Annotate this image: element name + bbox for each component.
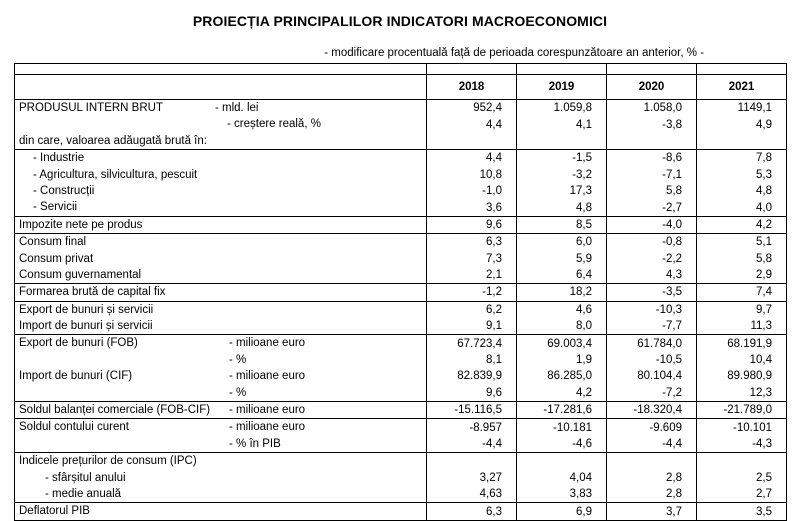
value-cell-2019: 6,4 [517, 267, 607, 284]
row-label-cell [15, 352, 427, 368]
value-cell-2019: 6,0 [517, 234, 607, 251]
table-row [15, 318, 787, 335]
row-label: Import de bunuri (CIF) [19, 370, 133, 383]
table-row [15, 385, 787, 402]
value-cell-2020: 2,8 [607, 470, 697, 486]
column-header-2019: 2019 [517, 75, 607, 100]
value-cell-2020: 61.784,0 [607, 335, 697, 352]
table-row [15, 167, 787, 183]
value-cell-2018: 4,4 [427, 150, 517, 167]
value-cell-2018: 6,3 [427, 234, 517, 251]
table-row [15, 216, 787, 233]
row-label: PRODUSUL INTERN BRUT [19, 102, 163, 114]
value-cell-2021: 4,0 [697, 199, 787, 216]
row-label-cell [15, 470, 427, 486]
value-cell-2019: 8,5 [517, 216, 607, 233]
table-row [15, 419, 787, 436]
value-cell-2020: -2,7 [607, 199, 697, 216]
table-row [15, 150, 787, 167]
value-cell-2019: -10.181 [517, 419, 607, 436]
row-label-cell [15, 368, 427, 384]
value-cell-2021: 12,3 [697, 385, 787, 402]
row-label-cell [15, 234, 427, 251]
row-label: Consum guvernamental [19, 268, 142, 281]
value-cell-2020: 2,8 [607, 486, 697, 503]
value-cell-2020: -4,0 [607, 216, 697, 233]
row-label: - Servicii [33, 201, 78, 214]
table-row [15, 486, 787, 503]
row-label: Formarea brută de capital fix [19, 286, 166, 299]
table-subtitle: - modificare procentuală față de perioada corespunzătoare an anterior, % - [324, 47, 704, 59]
value-cell-2021: -21.789,0 [697, 402, 787, 419]
value-cell-2020 [607, 133, 697, 150]
row-label: din care, valoarea adăugată brută în: [19, 134, 207, 147]
row-unit: - milioane euro [229, 404, 306, 417]
row-unit: - % în PIB [229, 437, 281, 450]
value-cell-2021: 5,1 [697, 234, 787, 251]
value-cell-2020: 1.058,0 [607, 100, 697, 117]
value-cell-2021: 68.191,9 [697, 335, 787, 352]
value-cell-2021: 4,8 [697, 183, 787, 199]
value-cell-2018: 6,3 [427, 503, 517, 520]
table-row [15, 183, 787, 199]
row-label: - Agricultura, silvicultura, pescuit [33, 168, 198, 181]
table-row [15, 402, 787, 419]
value-cell-2019: 8,0 [517, 318, 607, 335]
header-row [15, 75, 787, 100]
row-label-cell [15, 216, 427, 233]
value-cell-2018: 2,1 [427, 267, 517, 284]
table-row [15, 116, 787, 132]
row-label: Consum final [19, 236, 87, 249]
value-cell-2019: 4,04 [517, 470, 607, 486]
row-label: - Industrie [33, 152, 85, 165]
table-row [15, 436, 787, 453]
row-unit: - milioane euro [229, 337, 306, 350]
value-cell-2019: -4,6 [517, 436, 607, 453]
value-cell-2018: 9,6 [427, 216, 517, 233]
value-cell-2018: -15.116,5 [427, 402, 517, 419]
value-cell-2021: 10,4 [697, 352, 787, 368]
table-row [15, 368, 787, 384]
value-cell-2020: -7,7 [607, 318, 697, 335]
value-cell-2018: 7,3 [427, 251, 517, 267]
value-cell-2020: -4,4 [607, 436, 697, 453]
value-cell-2020: -3,8 [607, 116, 697, 132]
table-row [15, 251, 787, 267]
row-unit: - % [229, 386, 247, 399]
value-cell-2019 [517, 453, 607, 470]
row-label: - medie anuală [45, 487, 122, 500]
value-cell-2020: -8,6 [607, 150, 697, 167]
value-cell-2020: 4,3 [607, 267, 697, 284]
table-row [15, 503, 787, 520]
value-cell-2021: -10.101 [697, 419, 787, 436]
value-cell-2021: 11,3 [697, 318, 787, 335]
row-label-cell [15, 133, 427, 150]
value-cell-2018 [427, 133, 517, 150]
table-row [15, 301, 787, 318]
value-cell-2020: -9.609 [607, 419, 697, 436]
row-label: Soldul balanței comerciale (FOB-CIF) [19, 404, 211, 417]
row-label-cell [15, 183, 427, 199]
row-label-cell [15, 335, 427, 352]
value-cell-2021: 2,7 [697, 486, 787, 503]
row-label: Import de bunuri și servicii [19, 320, 153, 333]
row-label-cell [15, 385, 427, 402]
value-cell-2021: 4,9 [697, 116, 787, 132]
value-cell-2018: 4,63 [427, 486, 517, 503]
value-cell-2019: 4,8 [517, 199, 607, 216]
table-body [15, 100, 787, 521]
value-cell-2019: 4,6 [517, 301, 607, 318]
row-unit: - mld. lei [215, 102, 259, 114]
value-cell-2020: -7,2 [607, 385, 697, 402]
value-cell-2018: 952,4 [427, 100, 517, 117]
page-title: PROIECȚIA PRINCIPALILOR INDICATORI MACROECONOMICI [192, 13, 608, 29]
value-cell-2021: 1149,1 [697, 100, 787, 117]
row-label-cell [15, 284, 427, 301]
value-cell-2021: -4,3 [697, 436, 787, 453]
value-cell-2019: -1,5 [517, 150, 607, 167]
row-unit: - milioane euro [229, 421, 306, 434]
value-cell-2018: 3,27 [427, 470, 517, 486]
value-cell-2019: 17,3 [517, 183, 607, 199]
table-row [15, 133, 787, 150]
column-header-2018: 2018 [427, 75, 517, 100]
value-cell-2020 [607, 453, 697, 470]
value-cell-2018 [427, 453, 517, 470]
table-row [15, 284, 787, 301]
value-cell-2020: 80.104,4 [607, 368, 697, 384]
value-cell-2021: 2,9 [697, 267, 787, 284]
row-label: Impozite nete pe produs [19, 218, 143, 231]
value-cell-2018: -1,0 [427, 183, 517, 199]
value-cell-2020: -0,8 [607, 234, 697, 251]
row-label: - sfârșitul anului [45, 471, 126, 484]
row-label-cell [15, 486, 427, 503]
value-cell-2020: 5,8 [607, 183, 697, 199]
row-label: - Construcții [33, 184, 95, 197]
value-cell-2018: -8.957 [427, 419, 517, 436]
row-label-cell [15, 167, 427, 183]
row-label-cell [15, 267, 427, 284]
value-cell-2019: 69.003,4 [517, 335, 607, 352]
value-cell-2020: -10,5 [607, 352, 697, 368]
value-cell-2018: 9,1 [427, 318, 517, 335]
value-cell-2018: 3,6 [427, 199, 517, 216]
column-header-2020: 2020 [607, 75, 697, 100]
value-cell-2021: 7,4 [697, 284, 787, 301]
value-cell-2019: 1,9 [517, 352, 607, 368]
value-cell-2021: 5,8 [697, 251, 787, 267]
value-cell-2019: 1.059,8 [517, 100, 607, 117]
value-cell-2018: 82.839,9 [427, 368, 517, 384]
value-cell-2020: -2,2 [607, 251, 697, 267]
value-cell-2018: 8,1 [427, 352, 517, 368]
row-label-cell [15, 116, 427, 132]
value-cell-2018: 10,8 [427, 167, 517, 183]
value-cell-2019: 4,2 [517, 385, 607, 402]
row-unit: - milioane euro [229, 370, 306, 383]
table-row [15, 352, 787, 368]
value-cell-2020: -3,5 [607, 284, 697, 301]
value-cell-2018: -4,4 [427, 436, 517, 453]
row-unit: - % [229, 353, 247, 366]
row-label-cell [15, 419, 427, 436]
row-label: Indicele prețurilor de consum (IPC) [19, 455, 197, 468]
table-row [15, 199, 787, 216]
value-cell-2021: 5,3 [697, 167, 787, 183]
value-cell-2020: -10,3 [607, 301, 697, 318]
value-cell-2021 [697, 453, 787, 470]
row-label-cell [15, 199, 427, 216]
value-cell-2018: 9,6 [427, 385, 517, 402]
value-cell-2019: 5,9 [517, 251, 607, 267]
value-cell-2019: 6,9 [517, 503, 607, 520]
value-cell-2019: 18,2 [517, 284, 607, 301]
value-cell-2021: 3,5 [697, 503, 787, 520]
value-cell-2021: 89.980,9 [697, 368, 787, 384]
table-row [15, 335, 787, 352]
row-label: Export de bunuri și servicii [19, 303, 154, 316]
value-cell-2019: -3,2 [517, 167, 607, 183]
value-cell-2020: 3,7 [607, 503, 697, 520]
value-cell-2018: 6,2 [427, 301, 517, 318]
column-header-2021: 2021 [697, 75, 787, 100]
value-cell-2019: 3,83 [517, 486, 607, 503]
value-cell-2021: 9,7 [697, 301, 787, 318]
value-cell-2021: 4,2 [697, 216, 787, 233]
table-row [15, 267, 787, 284]
row-label-cell [15, 301, 427, 318]
row-label-cell [15, 100, 427, 117]
row-label-cell [15, 503, 427, 520]
row-label: Export de bunuri (FOB) [19, 337, 138, 350]
row-label: Deflatorul PIB [19, 505, 90, 518]
row-label-cell [15, 150, 427, 167]
header-spacer [15, 64, 787, 75]
table-row [15, 100, 787, 117]
value-cell-2018: 67.723,4 [427, 335, 517, 352]
value-cell-2018: 4,4 [427, 116, 517, 132]
value-cell-2021: 7,8 [697, 150, 787, 167]
value-cell-2021: 2,5 [697, 470, 787, 486]
value-cell-2019: -17.281,6 [517, 402, 607, 419]
row-label: Soldul contului curent [19, 421, 129, 434]
row-unit: - creștere reală, % [227, 118, 321, 131]
row-label-cell [15, 436, 427, 453]
row-label-cell [15, 453, 427, 470]
indicators-table [14, 63, 787, 521]
table-row [15, 234, 787, 251]
header-label-cell [15, 75, 427, 100]
value-cell-2020: -7,1 [607, 167, 697, 183]
table-row [15, 470, 787, 486]
value-cell-2018: -1,2 [427, 284, 517, 301]
row-label-cell [15, 318, 427, 335]
row-label: Consum privat [19, 252, 94, 265]
value-cell-2019: 86.285,0 [517, 368, 607, 384]
value-cell-2021 [697, 133, 787, 150]
value-cell-2020: -18.320,4 [607, 402, 697, 419]
value-cell-2019: 4,1 [517, 116, 607, 132]
value-cell-2019 [517, 133, 607, 150]
table-row [15, 453, 787, 470]
row-label-cell [15, 402, 427, 419]
row-label-cell [15, 251, 427, 267]
